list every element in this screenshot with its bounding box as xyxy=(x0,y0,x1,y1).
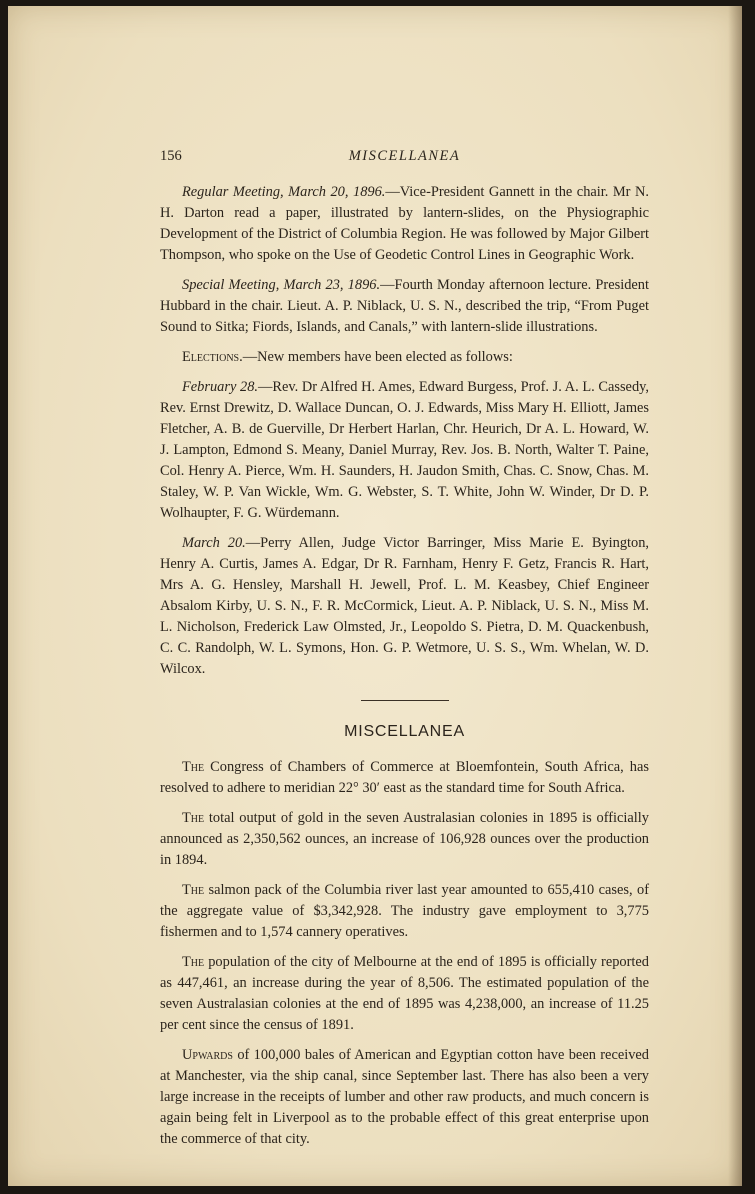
item-lead: Upwards xyxy=(182,1047,233,1063)
meeting-paragraph xyxy=(160,182,649,266)
running-head xyxy=(160,148,649,170)
member-list-date: March 20. xyxy=(182,535,246,551)
section-title: MISCELLANEA xyxy=(344,723,465,740)
item-lead: The xyxy=(182,759,205,775)
item-text: total output of gold in the seven Australasian colonies in 1895 is officially announced as 2,350,562 ounces, an increase of 106,928 ounces over the production in 1894. xyxy=(160,810,649,868)
section-divider xyxy=(361,700,449,701)
meeting-text: —Vice-President Gannett in the chair. Mr N. H. Darton read a paper, illustrated by lantern-slides, on the Physiographic Development of the District of Columbia Region. He was followed by Major Gilbert Thompson, who spoke on the Use of Geodetic Control Lines in Geographic Work. xyxy=(160,184,649,263)
item-lead: The xyxy=(182,954,205,970)
member-list-paragraph xyxy=(160,377,649,524)
item-text: population of the city of Melbourne at the end of 1895 is officially reported as 447,461, an increase during the year of 8,506. The estimated population of the seven Australasian colonies at the end of 1895 was 4,238,000, an increase of 11.25 per cent since the census of 1891. xyxy=(160,954,649,1033)
miscellanea-item xyxy=(160,808,649,871)
member-list-text: —Rev. Dr Alfred H. Ames, Edward Burgess, Prof. J. A. L. Cassedy, Rev. Ernst Drewitz, D. Wallace Duncan, O. J. Edwards, Miss Mary H. Elliott, James Fletcher, A. B. de Guerville, Dr Herbert Harlan, Chr. Heurich, Dr A. L. Howard, W. J. Lampton, Edmond S. Meany, Daniel Murray, Rev. Jos. B. North, Walter T. Paine, Col. Henry A. Pierce, Wm. H. Saunders, H. Jaudon Smith, Chas. C. Snow, Chas. M. Staley, W. P. Van Wickle, Wm. G. Webster, S. T. White, John W. Winder, Dr D. P. Wolhaupter, F. G. Würdemann. xyxy=(160,379,650,521)
item-lead: The xyxy=(182,882,205,898)
page-content xyxy=(160,148,649,1159)
running-title: MISCELLANEA xyxy=(348,148,461,164)
book-page xyxy=(8,6,742,1186)
member-list-paragraph xyxy=(160,533,649,680)
miscellanea-item xyxy=(160,952,649,1036)
member-list-date: February 28. xyxy=(182,379,258,395)
page-number: 156 xyxy=(160,148,182,164)
meeting-text: —Fourth Monday afternoon lecture. President Hubbard in the chair. Lieut. A. P. Niblack, U. S. N., described the trip, “From Puget Sound to Sitka; Fiords, Islands, and Canals,” with lantern-slide illustrations. xyxy=(160,277,649,335)
miscellanea-item xyxy=(160,1045,649,1150)
page-spine-shadow xyxy=(728,6,742,1186)
meeting-paragraph xyxy=(160,275,649,338)
elections-lead: Elections. xyxy=(182,349,243,365)
meeting-date: Regular Meeting, March 20, 1896. xyxy=(182,184,386,200)
miscellanea-item xyxy=(160,757,649,799)
miscellanea-item xyxy=(160,880,649,943)
elections-paragraph xyxy=(160,347,649,368)
item-lead: The xyxy=(182,810,205,826)
item-text: of 100,000 bales of American and Egyptian cotton have been received at Manchester, via the ship canal, since September last. There has also been a very large increase in the receipts of lumber and other raw products, and much concern is again being felt in Liverpool as to the probable effect of this great enterprise upon the commerce of that city. xyxy=(160,1047,649,1147)
member-list-text: —Perry Allen, Judge Victor Barringer, Miss Marie E. Byington, Henry A. Curtis, James A. Edgar, Dr R. Farnham, Henry F. Getz, Francis R. Hart, Mrs A. G. Hensley, Marshall H. Jewell, Prof. L. M. Keasbey, Chief Engineer Absalom Kirby, U. S. N., F. R. McCormick, Lieut. A. P. Niblack, U. S. N., Miss M. L. Nicholson, Frederick Law Olmsted, Jr., Leopoldo S. Pietra, D. M. Quackenbush, C. C. Randolph, W. L. Symons, Hon. G. P. Wetmore, U. S. S., Wm. Whelan, W. D. Wilcox. xyxy=(160,535,650,677)
item-text: Congress of Chambers of Commerce at Bloemfontein, South Africa, has resolved to adhere to meridian 22° 30′ east as the standard time for South Africa. xyxy=(160,759,649,796)
elections-text: —New members have been elected as follows: xyxy=(242,349,513,365)
item-text: salmon pack of the Columbia river last year amounted to 655,410 cases, of the aggregate value of $3,342,928. The industry gave employment to 3,775 fishermen and to 1,574 cannery operatives. xyxy=(160,882,649,940)
meeting-date: Special Meeting, March 23, 1896. xyxy=(182,277,381,293)
